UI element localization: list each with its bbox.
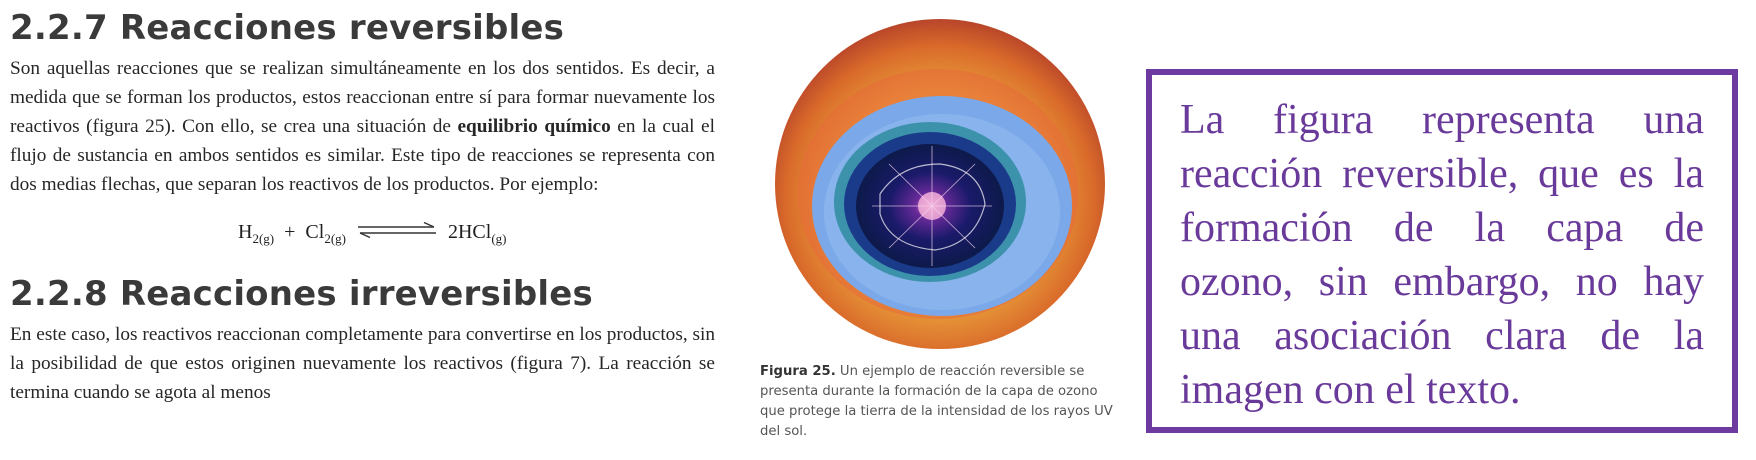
plus-sign: + bbox=[284, 221, 296, 243]
paragraph-irreversibles: En este caso, los reactivos reaccionan completamente para convertirse en los productos, sin la posibilidad de que estos originen nuevamente los reactivos (figura 7). La reacción se termina cuando se agota al menos bbox=[10, 324, 715, 403]
paragraph-part-2: en la cual el flujo de sustancia en ambos sentidos es similar. Este tipo de reacciones se representa con dos medias flechas, que separan los reactivos de los productos. Por ejemplo: bbox=[10, 116, 715, 195]
comment-box bbox=[1146, 69, 1738, 433]
comment-text: La figura representa una reacción reversible, que es la formación de la capa de ozono, sin embargo, no hay una asociación clara de la imagen con el texto. bbox=[1180, 97, 1704, 413]
section-heading-irreversibles: 2.2.8 Reacciones irreversibles bbox=[10, 274, 593, 314]
ozone-globe-icon bbox=[770, 14, 1110, 354]
chemical-equation bbox=[238, 217, 715, 254]
textbook-column bbox=[10, 8, 715, 407]
reactant-cl2: $Cl_{2(g)}$ bbox=[305, 221, 346, 246]
figure-caption bbox=[760, 362, 1120, 442]
caption-label: Figura 25. bbox=[760, 364, 836, 379]
paragraph-part-1: Son aquellas reacciones que se realizan simultáneamente en los dos sentidos. Es decir, a medida que se forman los productos, estos reaccionan entre sí para formar nuevamente los reactivos (figura 25). Con ello, se crea una situación de bbox=[10, 58, 715, 137]
section-heading-reversibles: 2.2.7 Reacciones reversibles bbox=[10, 8, 565, 48]
caption-text: Un ejemplo de reacción reversible se presenta durante la formación de la capa de ozono que protege la tierra de la intensidad de los rayos UV del sol. bbox=[760, 364, 1113, 439]
product-hcl: 2HCl$_{(g)}$ bbox=[447, 221, 507, 246]
bold-term: equilibrio químico bbox=[457, 116, 611, 137]
paragraph-reversibles bbox=[10, 54, 715, 199]
equilibrium-arrow-icon bbox=[356, 222, 438, 238]
reactant-h2: $H_{2(g)}$ bbox=[238, 221, 275, 246]
figure-25 bbox=[760, 14, 1120, 442]
